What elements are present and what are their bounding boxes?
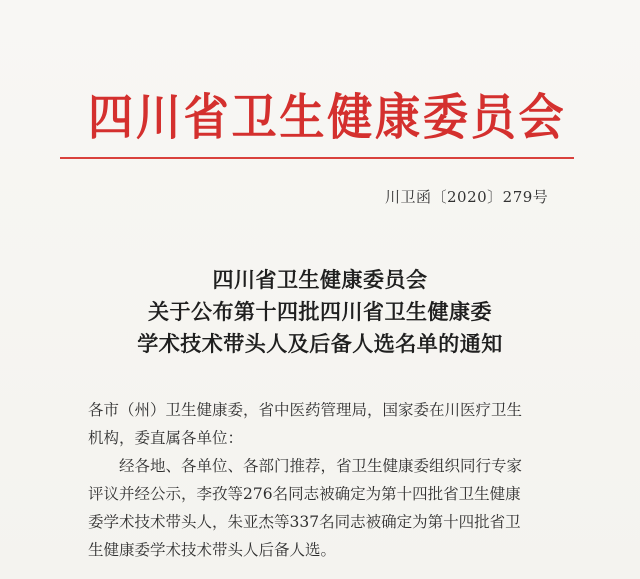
body-line-paragraph-2: 评议并经公示，李孜等276名同志被确定为第十四批省卫生健康 <box>88 485 521 503</box>
body-line-addressee-1: 各市（州）卫生健康委，省中医药管理局，国家委在川医疗卫生 <box>88 401 523 419</box>
body-line-addressee-2: 机构，委直属各单位： <box>88 429 244 447</box>
document-body <box>88 396 618 564</box>
org-header-title: 四川省卫生健康委员会 <box>88 88 567 146</box>
title-line-1: 四川省卫生健康委员会 <box>212 267 428 292</box>
header-red-rule <box>60 157 574 159</box>
document-number: 川卫函〔2020〕279号 <box>385 188 549 206</box>
body-line-paragraph-4: 生健康委学术技术带头人后备人选。 <box>88 541 337 559</box>
body-line-paragraph-1: 经各地、各单位、各部门推荐，省卫生健康委组织同行专家 <box>119 457 523 475</box>
document-title <box>0 264 640 360</box>
body-line-paragraph-3: 委学术技术带头人，朱亚杰等337名同志被确定为第十四批省卫 <box>88 513 521 531</box>
title-line-3: 学术技术带头人及后备人选名单的通知 <box>137 331 503 356</box>
title-line-2: 关于公布第十四批四川省卫生健康委 <box>148 299 492 324</box>
